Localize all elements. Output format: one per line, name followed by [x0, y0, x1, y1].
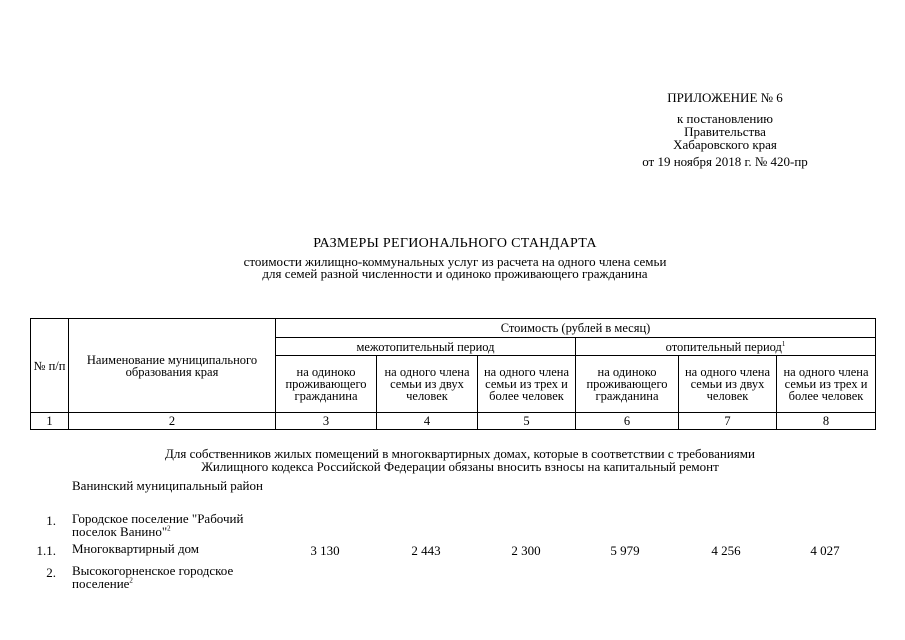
row-value: 4 256: [711, 543, 741, 558]
footnote-mark: 1: [781, 339, 786, 348]
column-number: 7: [679, 413, 777, 430]
appendix-date: от 19 ноября 2018 г. № 420-пр: [642, 154, 808, 169]
appendix-block: [600, 112, 850, 151]
row-value: 2 300: [511, 543, 541, 558]
row-building-name: Многоквартирный дом: [72, 541, 200, 556]
header-row-number: № п/п: [31, 319, 69, 413]
subtitle-line: стоимости жилищно-коммунальных услуг из расчета на одного члена семьи: [243, 254, 667, 269]
heating-period-label: отопительный период: [665, 339, 782, 354]
document-subtitle: [150, 256, 760, 280]
note-line: Жилищного кодекса Российской Федерации обязаны вносить взносы на капитальный ремонт: [201, 459, 719, 474]
column-number: 2: [69, 413, 276, 430]
appendix-line: к постановлению: [676, 111, 774, 126]
column-number: 8: [777, 413, 876, 430]
header-heating-period: [576, 338, 876, 356]
header-sub-column: на одного члена семьи из трех и более человек: [478, 356, 576, 413]
column-number: 6: [576, 413, 679, 430]
row-district-name: Ванинский муниципальный район: [72, 478, 263, 493]
header-off-heating-period: межотопительный период: [276, 338, 576, 356]
appendix-line: Правительства: [684, 124, 766, 139]
subtitle-line: для семей разной численности и одиноко проживающего гражданина: [262, 266, 648, 281]
header-cost: Стоимость (рублей в месяц): [276, 319, 876, 338]
footnote-mark: 2: [129, 576, 133, 585]
settlement-label: Высокогорненское городское поселение: [72, 563, 234, 591]
row-value: 4 027: [810, 543, 840, 558]
row-number: 2.: [46, 565, 56, 580]
section-note: [100, 447, 820, 473]
row-number: 1.1.: [36, 543, 56, 558]
header-sub-column: на одного члена семьи из двух человек: [377, 356, 478, 413]
header-municipality-name: Наименование муниципального образования края: [69, 319, 276, 413]
row-number: 1.: [46, 513, 56, 528]
header-sub-column: на одного члена семьи из двух человек: [679, 356, 777, 413]
appendix-title: ПРИЛОЖЕНИЕ № 6: [667, 90, 783, 105]
column-number: 3: [276, 413, 377, 430]
row-settlement-name: [72, 513, 272, 538]
column-number: 5: [478, 413, 576, 430]
note-line: Для собственников жилых помещений в многоквартирных домах, которые в соответствии с требованиями: [165, 446, 755, 461]
column-number: 4: [377, 413, 478, 430]
header-sub-column: на одиноко проживающего гражданина: [276, 356, 377, 413]
settlement-label: Городское поселение "Рабочий поселок Ванино": [72, 511, 244, 539]
document-title: РАЗМЕРЫ РЕГИОНАЛЬНОГО СТАНДАРТА: [313, 236, 597, 251]
standard-table-header: [30, 318, 876, 430]
appendix-line: Хабаровского края: [673, 137, 777, 152]
row-value: 2 443: [411, 543, 441, 558]
column-number: 1: [31, 413, 69, 430]
row-value: 3 130: [310, 543, 340, 558]
header-sub-column: на одиноко проживающего гражданина: [576, 356, 679, 413]
row-value: 5 979: [610, 543, 640, 558]
row-settlement-name: [72, 565, 272, 590]
header-sub-column: на одного члена семьи из трех и более человек: [777, 356, 876, 413]
footnote-mark: 2: [167, 524, 171, 533]
